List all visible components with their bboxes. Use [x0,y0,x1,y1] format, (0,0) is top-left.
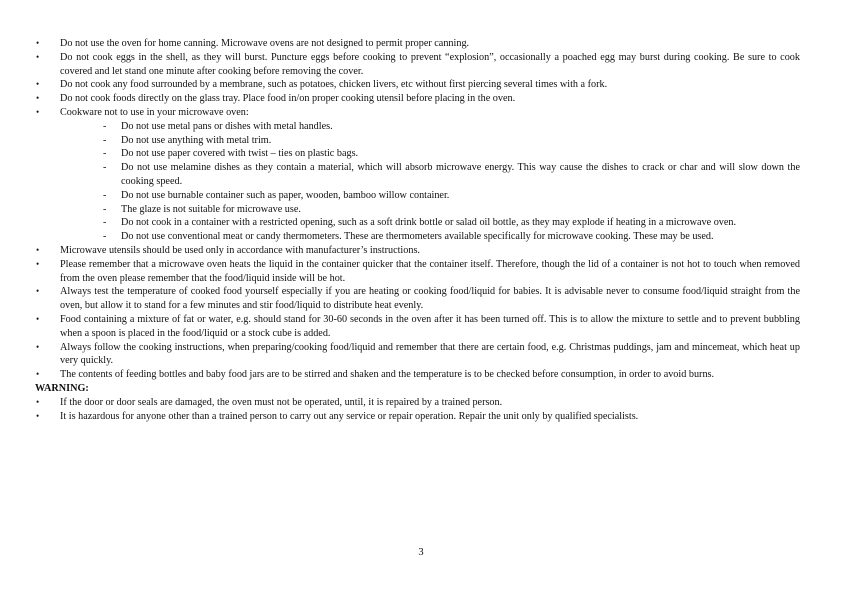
list-item-text: If the door or door seals are damaged, the oven must not be operated, until, it is repaired by a trained person. [60,396,503,408]
list-item [35,410,800,424]
sub-list-item-text: Do not use conventional meat or candy thermometers. These are thermometers available specifically for microwave cooking. These may be used. [121,231,714,243]
list-item-text: Food containing a mixture of fat or water, e.g. should stand for 30-60 seconds in the oven after it has been turned off. This is to allow the mixture to settle and to prevent bubbling when a spoon is placed in the food/liquid or a stock cube is added. [60,313,800,339]
bullet-icon: • [36,38,40,48]
bullet-icon: • [36,51,40,62]
cookware-sublist [60,120,800,244]
sub-list-item [60,120,800,134]
dash-icon: - [103,148,107,160]
dash-icon: - [103,120,107,132]
dash-icon: - [103,134,107,146]
list-item [35,285,800,313]
sub-list-item-text: Do not use metal pans or dishes with metal handles. [121,120,333,132]
cookware-item [35,106,800,244]
list-item [35,78,800,92]
list-item-text: Always follow the cooking instructions, when preparing/cooking food/liquid and remember that there are certain food, e.g. Christmas puddings, jam and mincemeat, which heat up very quickly. [60,341,800,367]
list-item-text: Do not cook any food surrounded by a membrane, such as potatoes, chicken livers, etc without first piercing several times with a fork. [60,79,608,91]
dash-icon: - [103,203,107,215]
dash-icon: - [103,217,107,229]
warning-heading: WARNING: [35,382,89,394]
dash-icon: - [103,231,107,243]
list-item [35,341,800,369]
sub-list-item [60,161,800,189]
list-item-text: The contents of feeding bottles and baby food jars are to be stirred and shaken and the temperature is to be checked before consumption, in order to avoid burns. [60,369,715,381]
list-item [35,396,800,410]
document-body [35,37,800,423]
page-number: 3 [418,547,424,558]
sub-list-item [60,134,800,148]
safety-list-continued [35,244,800,382]
bullet-icon: • [36,410,40,421]
bullet-icon: • [36,396,40,407]
cookware-label: Cookware not to use in your microwave oven: [60,106,249,118]
list-item-text: Do not use the oven for home canning. Microwave ovens are not designed to permit proper canning. [60,38,470,49]
bullet-icon: • [36,369,40,380]
sub-list-item-text: Do not use anything with metal trim. [121,134,272,146]
sub-list-item [60,147,800,161]
list-item [35,92,800,106]
list-item-text: Microwave utensils should be used only in accordance with manufacturer’s instructions. [60,244,420,256]
sub-list-item-text: Do not use melamine dishes as they contain a material, which will absorb microwave energy. This way cause the dishes to crack or char and will slow down the cooking speed. [121,162,800,187]
warning-list [35,396,800,424]
dash-icon: - [103,162,107,174]
bullet-icon: • [36,79,40,90]
list-item-text: Always test the temperature of cooked food yourself especially if you are heating or cooking food/liquid for babies. It is advisable never to consume food/liquid straight from the oven, but allow it to stand for a few minutes and stir food/liquid to distribute heat evenly. [60,286,800,312]
list-item [35,37,800,51]
list-item [35,51,800,79]
list-item-text: It is hazardous for anyone other than a trained person to carry out any service or repair operation. Repair the unit only by qualified specialists. [60,410,639,422]
bullet-icon: • [36,313,40,324]
bullet-icon: • [36,93,40,104]
sub-list-item [60,189,800,203]
list-item-text: Do not cook eggs in the shell, as they will burst. Puncture eggs before cooking to prevent “explosion”, occasionally a poached egg may burst during cooking. Be sure to cook covered and let stand one minute after cooking before removing the cover. [60,51,800,77]
sub-list-item-text: Do not use burnable container such as paper, wooden, bamboo willow container. [121,189,450,201]
sub-list-item-text: Do not use paper covered with twist – ties on plastic bags. [121,148,359,160]
bullet-icon: • [36,286,40,297]
sub-list-item-text: The glaze is not suitable for microwave use. [121,203,301,215]
bullet-icon: • [36,258,40,269]
dash-icon: - [103,189,107,201]
list-item [35,258,800,286]
sub-list-item [60,216,800,230]
bullet-icon: • [36,341,40,352]
list-item-text: Do not cook foods directly on the glass tray. Place food in/on proper cooking utensil before placing in the oven. [60,93,516,105]
sub-list-item-text: Do not cook in a container with a restricted opening, such as a soft drink bottle or salad oil bottle, as they may explode if heating in a microwave oven. [121,217,737,229]
safety-list [35,37,800,106]
sub-list-item [60,203,800,217]
list-item [35,313,800,341]
list-item [35,244,800,258]
sub-list-item [60,230,800,244]
list-item-text: Please remember that a microwave oven heats the liquid in the container quicker that the container itself. Therefore, though the lid of a container is not hot to touch when removed from the oven please remember that the food/liquid inside will be hot. [60,258,800,284]
list-item [35,368,800,382]
bullet-icon: • [36,106,40,117]
bullet-icon: • [36,244,40,255]
